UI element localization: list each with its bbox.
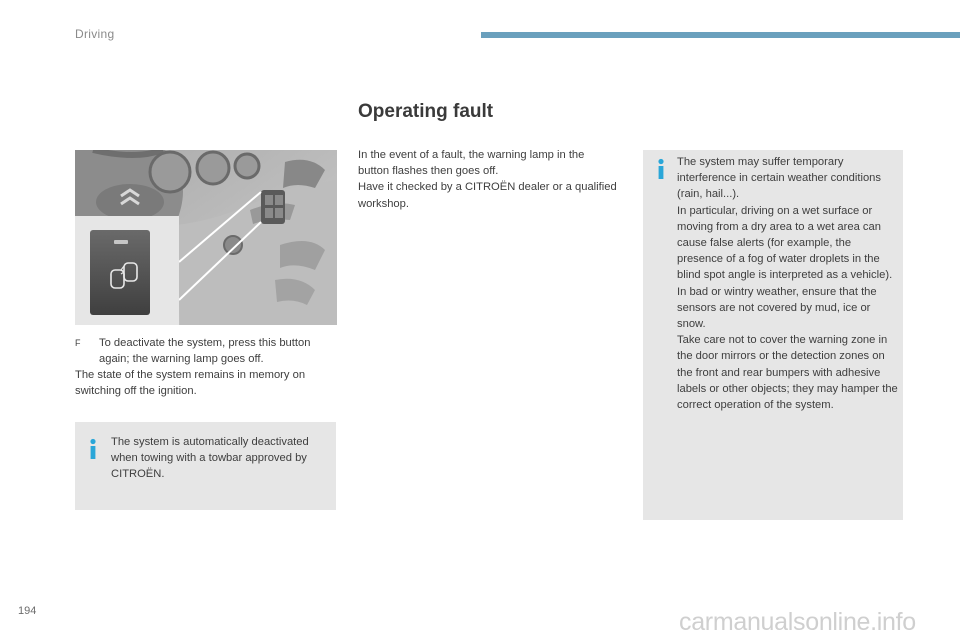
- info-icon: [655, 158, 667, 180]
- towing-info-box: [75, 422, 336, 510]
- weather-para-2: In particular, driving on a wet surface or moving from a dry area to a wet area can cause false alerts (for example, the presence of a fog of water droplets in the blind spot angle is interpreted as a vehicle).: [677, 204, 893, 282]
- operating-fault-heading: Operating fault: [358, 101, 494, 122]
- dashboard-photo: [75, 150, 337, 325]
- section-label: Driving: [75, 27, 115, 41]
- page-number: 194: [18, 605, 37, 617]
- weather-info-text: [677, 154, 899, 413]
- watermark: carmanualsonline.info: [679, 608, 916, 636]
- deactivate-bullet: [75, 335, 337, 367]
- towing-info-text: The system is automatically deactivated when towing with a towbar approved by CITROËN.: [111, 436, 309, 481]
- fault-line-2: Have it checked by a CITROËN dealer or a qualified workshop.: [358, 181, 617, 210]
- operating-fault-text: [358, 147, 618, 212]
- weather-info-box: [643, 150, 903, 520]
- header-accent-bar: [481, 32, 960, 38]
- fault-line-1: In the event of a fault, the warning lamp in the button flashes then goes off.: [358, 149, 585, 178]
- bullet-mark: F: [75, 338, 81, 348]
- deactivate-text: To deactivate the system, press this button again; the warning lamp goes off.: [99, 337, 311, 366]
- weather-para-4: Take care not to cover the warning zone in the door mirrors or the detection zones on the front and rear bumpers with adhesive labels or other objects; they may hamper the correct operation of the system.: [677, 334, 898, 412]
- weather-para-1: The system may suffer temporary interference in certain weather conditions (rain, hail...).: [677, 156, 881, 201]
- memory-text: The state of the system remains in memory on switching off the ignition.: [75, 369, 306, 398]
- weather-para-3: In bad or wintry weather, ensure that the sensors are not covered by mud, ice or snow.: [677, 285, 877, 331]
- info-icon: [87, 438, 99, 460]
